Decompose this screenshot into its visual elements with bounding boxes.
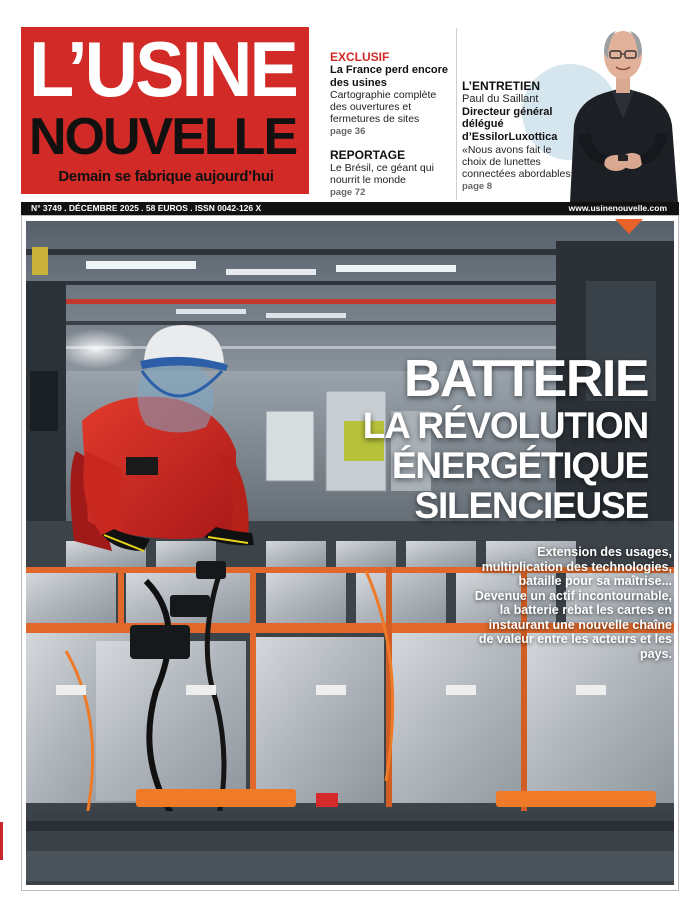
corner-marker	[615, 219, 643, 234]
portrait-illustration	[560, 15, 686, 203]
cover-headline[interactable]	[363, 352, 648, 526]
headline-main: BATTERIE	[403, 350, 648, 408]
masthead-logo[interactable]	[21, 27, 309, 194]
teaser-title: La France perd encore des usines	[330, 64, 448, 89]
interview-role: Directeur général délégué d’EssilorLuxottica	[462, 105, 558, 143]
cover-standfirst: Extension des usages, multiplication des technologies, bataille pour sa maîtrise... Devenue un actif incontournable, la batterie rebat les cartes en instaurant une nouvelle chaîne de valeur entre les acteurs et les pays.	[474, 545, 672, 661]
headline-line: LA RÉVOLUTION	[362, 405, 648, 446]
edge-mark	[0, 822, 3, 860]
teaser-reportage[interactable]	[330, 148, 455, 199]
teaser-exclusif[interactable]	[330, 50, 455, 138]
teaser-kicker: REPORTAGE	[330, 148, 406, 162]
logo-line-nouvelle: NOUVELLE	[29, 108, 297, 166]
teaser-column	[330, 50, 455, 209]
interview-name: Paul du Saillant	[462, 93, 539, 105]
teaser-page: page 36	[330, 126, 366, 137]
interview-page: page 8	[462, 181, 493, 192]
logo-line-usine: L’USINE	[29, 27, 296, 113]
masthead-tagline: Demain se fabrique aujourd’hui	[58, 168, 274, 185]
interview-teaser[interactable]	[462, 79, 577, 194]
issue-info: N° 3749 . DÉCEMBRE 2025 . 58 EUROS . ISSN 0042-126 X	[31, 203, 262, 213]
teaser-body: Cartographie complète des ouvertures et fermetures de sites	[330, 89, 437, 125]
teaser-kicker: EXCLUSIF	[330, 50, 390, 64]
website-link[interactable]: www.usinenouvelle.com	[568, 203, 667, 213]
info-bar	[21, 202, 679, 215]
teaser-page: page 72	[330, 187, 366, 198]
headline-line: ÉNERGÉTIQUE	[391, 445, 648, 486]
interview-kicker: L’ENTRETIEN	[462, 79, 541, 93]
teaser-body: Le Brésil, ce géant qui nourrit le monde	[330, 162, 434, 186]
interview-quote: «Nous avons fait le choix de lunettes connectées abordables»	[462, 144, 577, 180]
headline-line: SILENCIEUSE	[414, 485, 648, 526]
column-divider	[456, 28, 457, 200]
